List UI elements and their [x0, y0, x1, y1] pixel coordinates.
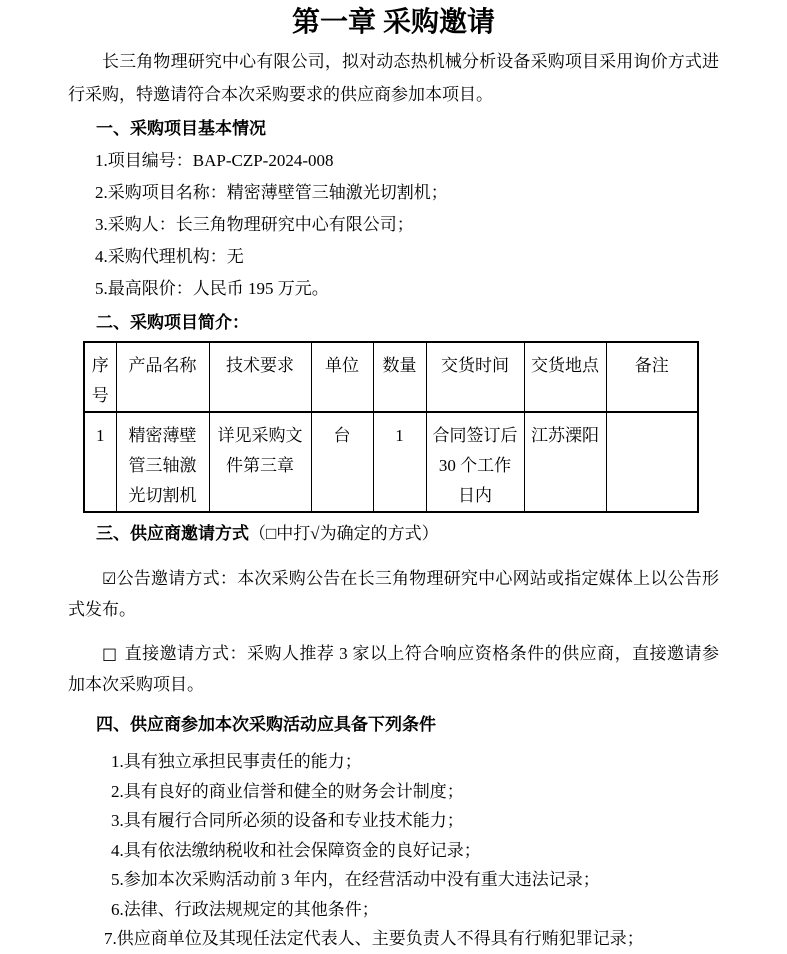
cell-remark — [606, 412, 698, 512]
section1-items — [68, 145, 719, 305]
col-header-product: 产品名称 — [116, 342, 209, 412]
section4-items — [68, 747, 719, 954]
cell-product: 精密薄壁管三轴激光切割机 — [116, 412, 209, 512]
section2-heading: 二、采购项目简介： — [96, 313, 249, 332]
list-item: 2.采购项目名称：精密薄壁管三轴激光切割机； — [95, 183, 448, 202]
section1-heading: 一、采购项目基本情况 — [96, 119, 266, 138]
list-item: 3.采购人：长三角物理研究中心有限公司； — [95, 215, 414, 234]
list-item: 4.具有依法缴纳税收和社会保障资金的良好记录； — [111, 840, 481, 860]
table-header-row — [84, 342, 698, 412]
col-header-seq: 序号 — [84, 342, 116, 412]
list-item: 2.具有良好的商业信誉和健全的财务会计制度； — [111, 781, 464, 801]
list-item: 7.供应商单位及其现任法定代表人、主要负责人不得具有行贿犯罪记录； — [104, 929, 644, 948]
section3-heading-note: （□中打√为确定的方式） — [249, 524, 439, 543]
list-item: 3.具有履行合同所必须的设备和专业技术能力； — [111, 811, 464, 830]
col-header-qty: 数量 — [373, 342, 426, 412]
col-header-remark: 备注 — [606, 342, 698, 412]
section3-heading — [68, 518, 719, 550]
table-row — [84, 412, 698, 512]
procurement-table-wrap — [83, 341, 719, 513]
list-item: 5.参加本次采购活动前 3 年内，在经营活动中没有重大违法记录； — [111, 870, 600, 889]
checkbox-checked-icon: ☑ — [102, 569, 117, 588]
col-header-delivery-time: 交货时间 — [426, 342, 524, 412]
cell-unit: 台 — [311, 412, 373, 512]
col-header-unit: 单位 — [311, 342, 373, 412]
cell-tech: 详见采购文件第三章 — [209, 412, 311, 512]
list-item: 6.法律、行政法规规定的其他条件； — [111, 899, 379, 919]
invite-option-direct — [68, 638, 719, 700]
invite-option-direct-text: 直接邀请方式：采购人推荐 3 家以上符合响应资格条件的供应商，直接邀请参加本次采购项目。 — [68, 644, 720, 694]
col-header-delivery-place: 交货地点 — [524, 342, 606, 412]
checkbox-unchecked-icon: □ — [102, 644, 118, 663]
invite-option-announcement — [68, 563, 719, 625]
cell-qty: 1 — [373, 412, 426, 512]
col-header-tech: 技术要求 — [209, 342, 311, 412]
list-item: 1.具有独立承担民事责任的能力； — [111, 752, 362, 771]
section3-heading-bold: 三、供应商邀请方式 — [96, 524, 249, 543]
cell-delivery-time: 合同签订后 30 个工作日内 — [426, 412, 524, 512]
cell-seq: 1 — [84, 412, 116, 512]
section4-heading: 四、供应商参加本次采购活动应具备下列条件 — [96, 715, 436, 734]
intro-paragraph: 长三角物理研究中心有限公司，拟对动态热机械分析设备采购项目采用询价方式进行采购，特邀请符合本次采购要求的供应商参加本项目。 — [68, 52, 719, 104]
list-item: 1.项目编号：BAP-CZP-2024-008 — [95, 151, 334, 170]
page-title: 第一章 采购邀请 — [291, 7, 495, 38]
procurement-table — [83, 341, 699, 513]
list-item: 4.采购代理机构：无 — [95, 247, 244, 266]
list-item: 5.最高限价：人民币 195 万元。 — [95, 279, 329, 298]
invite-option-announcement-text: 公告邀请方式：本次采购公告在长三角物理研究中心网站或指定媒体上以公告形式发布。 — [68, 569, 719, 619]
cell-delivery-place: 江苏溧阳 — [524, 412, 606, 512]
